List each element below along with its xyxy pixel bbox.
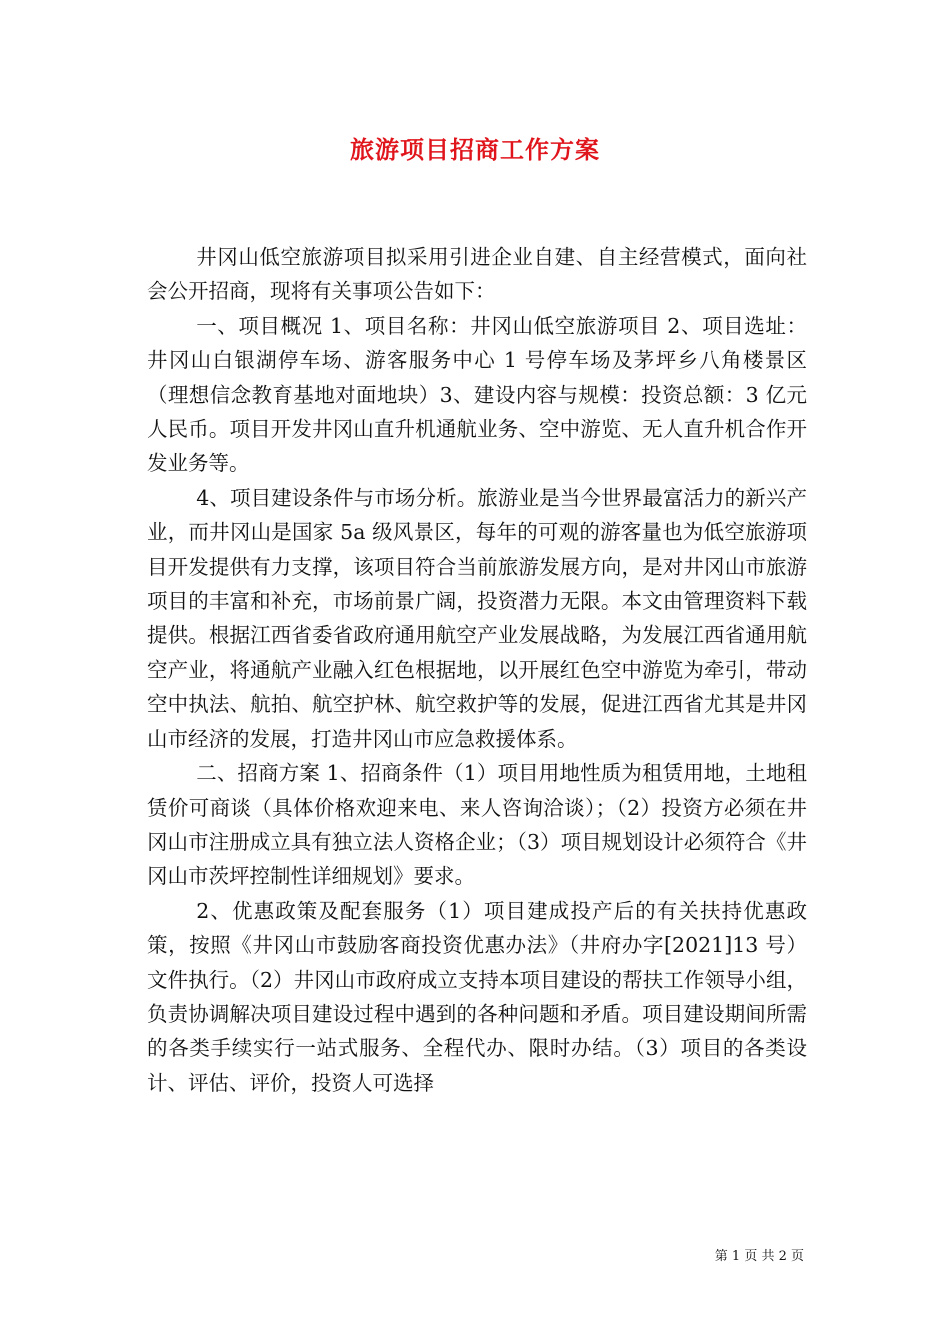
document-title: 旅游项目招商工作方案: [350, 136, 600, 164]
paragraph-investment-plan: 二、招商方案 1、招商条件（1）项目用地性质为租赁用地，土地租赁价可商谈（具体价格欢迎来电、来人咨询洽谈）；（2）投资方必须在井冈山市注册成立具有独立法人资格企业；（3）项目规划设计必须符合《井冈山市茨坪控制性详细规划》要求。: [147, 761, 807, 889]
document-body: [147, 240, 807, 1100]
page-number: 第 1 页 共 2 页: [714, 1249, 804, 1264]
paragraph-intro: 井冈山低空旅游项目拟采用引进企业自建、自主经营模式，面向社会公开招商，现将有关事项公告如下：: [147, 245, 807, 304]
paragraph-project-overview: 一、项目概况 1、项目名称：井冈山低空旅游项目 2、项目选址：井冈山白银湖停车场、游客服务中心 1 号停车场及茅坪乡八角楼景区（理想信念教育基地对面地块）3、建设内容与规模：投资总额：3 亿元人民币。项目开发井冈山直升机通航业务、空中游览、无人直升机合作开发业务等。: [147, 313, 807, 476]
paragraph-market-analysis: 4、项目建设条件与市场分析。旅游业是当今世界最富活力的新兴产业，而井冈山是国家 5a 级风景区，每年的可观的游客量也为低空旅游项目开发提供有力支撑，该项目符合当前旅游发展方向，是对井冈山市旅游项目的丰富和补充，市场前景广阔，投资潜力无限。本文由管理资料下载提供。根据江西省委省政府通用航空产业发展战略，为发展江西省通用航空产业，将通航产业融入红色根据地，以开展红色空中游览为牵引，带动空中执法、航拍、航空护林、航空救护等的发展，促进江西省尤其是井冈山市经济的发展，打造井冈山市应急救援体系。: [147, 485, 807, 751]
paragraph-preferential-policy: 2、优惠政策及配套服务（1）项目建成投产后的有关扶持优惠政策，按照《井冈山市鼓励客商投资优惠办法》（井府办字[2021]13 号）文件执行。（2）井冈山市政府成立支持本项目建设的帮扶工作领导小组，负责协调解决项目建设过程中遇到的各种问题和矛盾。项目建设期间所需的各类手续实行一站式服务、全程代办、限时办结。（3）项目的各类设计、评估、评价，投资人可选择: [147, 898, 807, 1095]
